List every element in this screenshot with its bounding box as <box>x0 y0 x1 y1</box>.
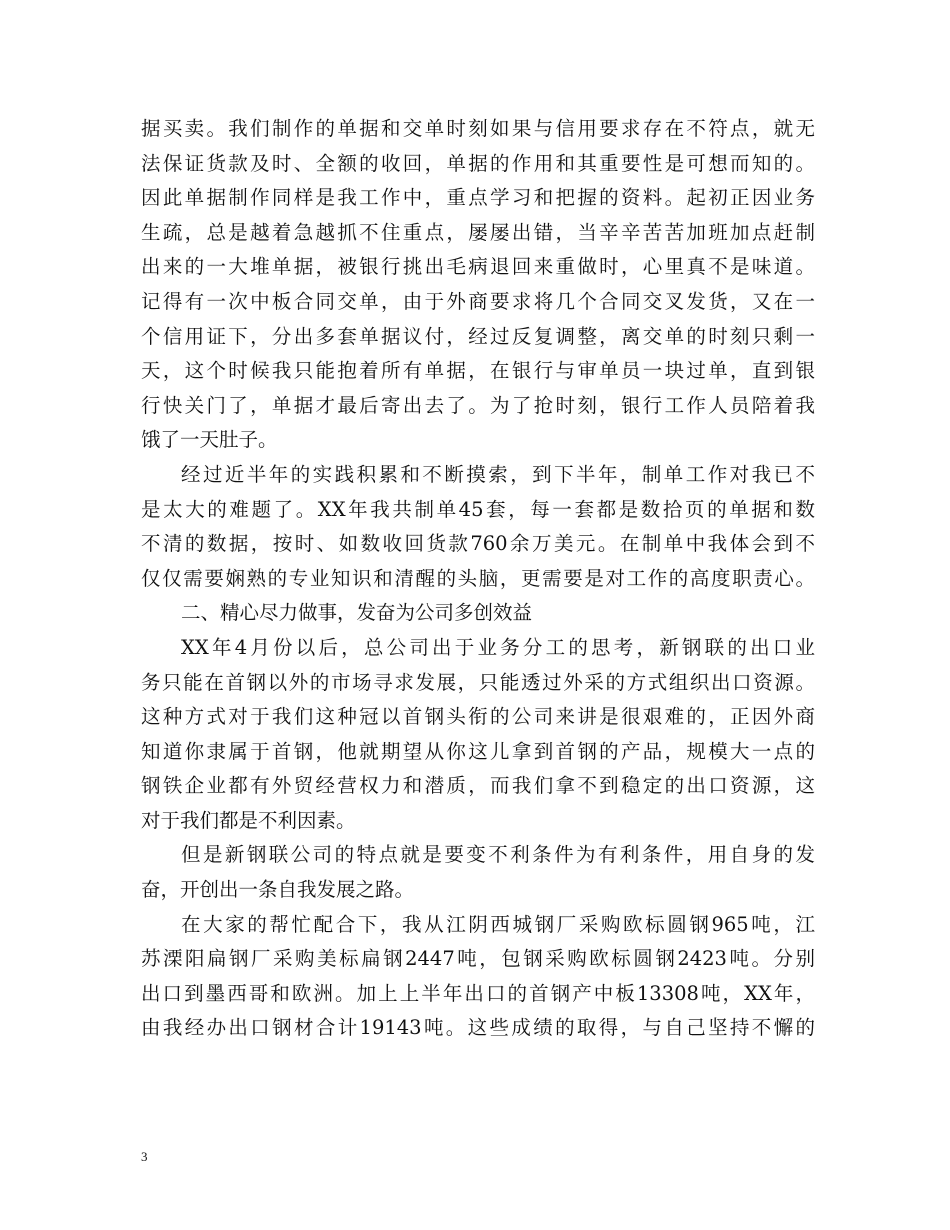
text-line: 据买卖。我们制作的单据和交单时刻如果与信用要求存在不符点，就无 <box>141 117 815 140</box>
text-line: 但是新钢联公司的特点就是要变不利条件为有利条件，用自身的发 <box>181 843 815 867</box>
text-line: 奋，开创出一条自我发展之路。 <box>141 878 415 902</box>
text-line: 二、精心尽力做事，发奋为公司多创效益 <box>181 601 533 625</box>
text-line: 钢铁企业都有外贸经营权力和潜质，而我们拿不到稳定的出口资源，这 <box>141 774 815 798</box>
text-line: 出来的一大堆单据，被银行挑出毛病退回来重做时，心里真不是味道。 <box>141 255 815 279</box>
text-line: 在大家的帮忙配合下，我从江阴西城钢厂采购欧标圆钢965吨，江 <box>181 912 815 936</box>
text-line: 仅仅需要娴熟的专业知识和清醒的头脑，更需要是对工作的高度职责心。 <box>141 566 815 590</box>
text-line: 对于我们都是不利因素。 <box>141 808 356 832</box>
text-line: 天，这个时候我只能抱着所有单据，在银行与审单员一块过单，直到银 <box>141 359 815 383</box>
text-line: 是太大的难题了。XX年我共制单45套，每一套都是数拾页的单据和数 <box>141 497 815 521</box>
page-number: 3 <box>141 1149 148 1164</box>
text-line: 苏溧阳扁钢厂采购美标扁钢2447吨，包钢采购欧标圆钢2423吨。分别 <box>141 947 815 971</box>
text-line: 饿了一天肚子。 <box>141 428 278 452</box>
text-line: 因此单据制作同样是我工作中，重点学习和把握的资料。起初正因业务 <box>141 186 815 210</box>
text-line: 由我经办出口钢材合计19143吨。这些成绩的取得，与自己坚持不懈的 <box>141 1016 815 1040</box>
text-line: 行快关门了，单据才最后寄出去了。为了抢时刻，银行工作人员陪着我 <box>141 393 815 417</box>
text-line: 不清的数据，按时、如数收回货款760余万美元。在制单中我体会到不 <box>141 532 815 556</box>
text-line: 记得有一次中板合同交单，由于外商要求将几个合同交叉发货，又在一 <box>141 289 815 313</box>
text-line: 这种方式对于我们这种冠以首钢头衔的公司来讲是很艰难的，正因外商 <box>141 705 815 729</box>
body-text <box>141 112 815 1046</box>
text-line: 知道你隶属于首钢，他就期望从你这儿拿到首钢的产品，规模大一点的 <box>141 739 815 763</box>
text-line: 经过近半年的实践积累和不断摸索，到下半年，制单工作对我已不 <box>181 462 815 486</box>
text-line: 个信用证下，分出多套单据议付，经过反复调整，离交单的时刻只剩一 <box>141 324 815 348</box>
text-line: 出口到墨西哥和欧洲。加上上半年出口的首钢产中板13308吨，XX年， <box>141 981 815 1005</box>
text-line: XX年4月份以后，总公司出于业务分工的思考，新钢联的出口业 <box>181 635 815 659</box>
text-line: 法保证货款及时、全额的收回，单据的作用和其重要性是可想而知的。 <box>141 151 815 175</box>
text-line: 务只能在首钢以外的市场寻求发展，只能透过外采的方式组织出口资源。 <box>141 670 815 694</box>
text-line: 生疏，总是越着急越抓不住重点，屡屡出错，当辛辛苦苦加班加点赶制 <box>141 220 815 244</box>
